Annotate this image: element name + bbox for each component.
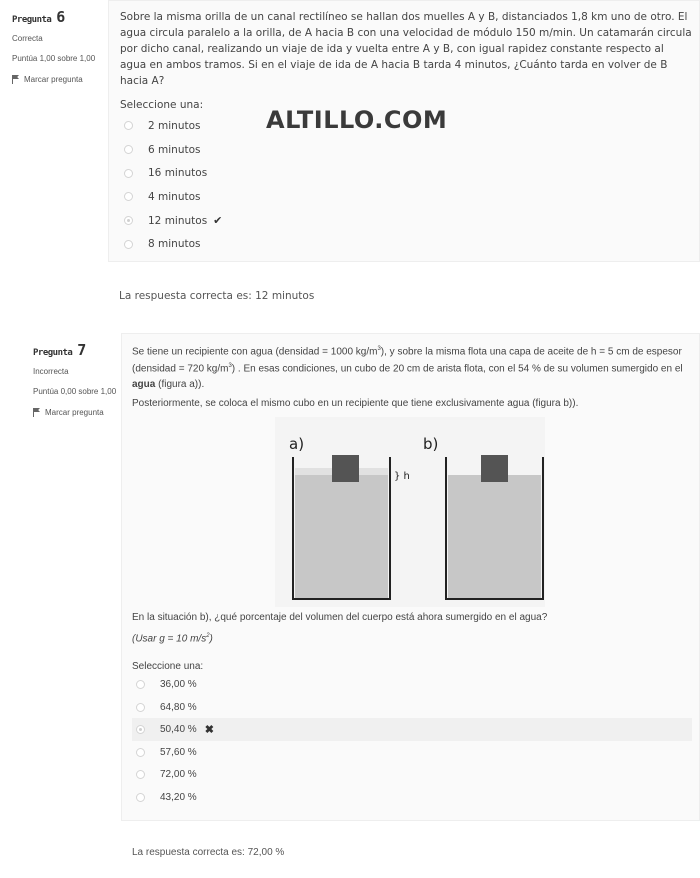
q6-option-4[interactable] bbox=[120, 185, 693, 209]
q7-text-2: Posteriormente, se coloca el mismo cubo en un recipiente que tiene exclusivamente agua (figura b)). bbox=[132, 397, 579, 409]
fig-b-label: b) bbox=[423, 435, 439, 453]
q7-answers bbox=[132, 673, 692, 808]
q7-question: En la situación b), ¿qué porcentaje del volumen del cuerpo está ahora sumergido en el agua? bbox=[132, 612, 548, 623]
option-label: 36,00 % bbox=[160, 679, 197, 691]
q7-prompt: Seleccione una: bbox=[132, 661, 204, 673]
q7-option-6[interactable] bbox=[132, 786, 692, 809]
option-label: 8 minutos bbox=[148, 238, 201, 251]
option-label: 12 minutos bbox=[148, 214, 208, 227]
radio-icon[interactable] bbox=[124, 192, 133, 201]
option-label: 2 minutos bbox=[148, 119, 201, 132]
q7-lower bbox=[132, 610, 692, 808]
q7-text-b: ), y sobre la misma flota una capa de aceite de h = 5 cm de espesor (densidad = 720 kg/m bbox=[132, 346, 682, 375]
q6-option-3[interactable] bbox=[120, 161, 693, 185]
q7-text-a: Se tiene un recipiente con agua (densidad = 1000 kg/m bbox=[132, 346, 378, 358]
flag-icon bbox=[12, 75, 20, 84]
q7-flag-label: Marcar pregunta bbox=[45, 408, 104, 417]
radio-icon[interactable] bbox=[124, 145, 133, 154]
sup: 2 bbox=[206, 633, 210, 639]
q6-info bbox=[12, 8, 102, 84]
option-label: 6 minutos bbox=[148, 143, 201, 156]
radio-icon[interactable] bbox=[136, 770, 145, 779]
q7-hint-a: (Usar g = 10 m/s bbox=[132, 633, 207, 645]
option-label: 43,20 % bbox=[160, 791, 197, 803]
q6-option-2[interactable] bbox=[120, 138, 693, 162]
q6-feedback: La respuesta correcta es: 12 minutos bbox=[119, 290, 315, 302]
radio-selected-icon[interactable] bbox=[124, 216, 133, 225]
option-label: 64,80 % bbox=[160, 701, 197, 713]
q7-text-bold: agua bbox=[132, 378, 156, 390]
q7-text-d: (figura a)). bbox=[155, 378, 205, 390]
q7-content bbox=[121, 333, 700, 821]
fig-h-label: } h bbox=[394, 471, 410, 482]
q6-flag-button[interactable] bbox=[12, 75, 102, 84]
fig-a-liquid bbox=[295, 475, 388, 598]
q7-option-1[interactable] bbox=[132, 673, 692, 696]
radio-icon[interactable] bbox=[124, 121, 133, 130]
q6-title bbox=[12, 8, 102, 26]
fig-b-cube bbox=[481, 455, 508, 482]
option-label: 57,60 % bbox=[160, 746, 197, 758]
q6-number: 6 bbox=[56, 8, 65, 26]
q6-option-5[interactable] bbox=[120, 209, 693, 233]
sup: 3 bbox=[377, 346, 381, 352]
sup: 3 bbox=[228, 363, 232, 370]
radio-selected-icon[interactable] bbox=[136, 725, 145, 734]
q7-option-4[interactable] bbox=[132, 741, 692, 764]
q6-option-6[interactable] bbox=[120, 232, 693, 256]
q7-option-5[interactable] bbox=[132, 763, 692, 786]
q7-figure-svg bbox=[275, 417, 545, 607]
fig-a-cube bbox=[332, 455, 359, 482]
option-label: 16 minutos bbox=[148, 167, 208, 180]
q6-label: Pregunta bbox=[12, 15, 52, 25]
q7-option-2[interactable] bbox=[132, 696, 692, 719]
radio-icon[interactable] bbox=[136, 680, 145, 689]
q7-hint bbox=[132, 628, 692, 647]
q7-text-1 bbox=[132, 342, 689, 392]
q7-grade: Puntúa 0,00 sobre 1,00 bbox=[33, 387, 117, 396]
option-label: 4 minutos bbox=[148, 190, 201, 203]
flag-icon bbox=[33, 408, 41, 417]
option-label: 50,40 % bbox=[160, 724, 197, 736]
q7-feedback: La respuesta correcta es: 72,00 % bbox=[132, 847, 285, 858]
radio-icon[interactable] bbox=[124, 169, 133, 178]
cross-icon: ✖ bbox=[204, 724, 214, 737]
q6-prompt: Seleccione una: bbox=[120, 99, 204, 111]
q7-state: Incorrecta bbox=[33, 367, 69, 376]
fig-a-label: a) bbox=[289, 435, 305, 453]
q6-state: Correcta bbox=[12, 34, 43, 43]
q6-answers bbox=[120, 114, 693, 256]
q6-text: Sobre la misma orilla de un canal rectilíneo se hallan dos muelles A y B, distanciados 1,8 km uno de otro. El agua circula paralelo a la orilla, de A hacia B con una velocidad de módulo 150 m/min. Un catamarán circula por dicho canal, realizando un viaje de ida y vuelta entre A y B, con igual rapidez constante respecto al agua en ambos tramos. Si en el viaje de ida de A hacia B tarda 4 minutos, ¿Cuánto tarda en volver de B hacia A? bbox=[120, 11, 692, 87]
q7-hint-b: ) bbox=[209, 633, 213, 645]
check-icon: ✔ bbox=[213, 214, 223, 228]
q7-label: Pregunta bbox=[33, 348, 73, 358]
q6-grade: Puntúa 1,00 sobre 1,00 bbox=[12, 54, 96, 63]
q7-info bbox=[33, 341, 118, 417]
q7-flag-button[interactable] bbox=[33, 408, 118, 417]
radio-icon[interactable] bbox=[136, 748, 145, 757]
radio-icon[interactable] bbox=[136, 793, 145, 802]
q7-text-c: ) . En esas condiciones, un cubo de 20 cm de arista flota, con el 54 % de su volumen sumergido en el bbox=[231, 363, 683, 375]
radio-icon[interactable] bbox=[136, 703, 145, 712]
q7-title bbox=[33, 341, 118, 359]
option-label: 72,00 % bbox=[160, 769, 197, 781]
radio-icon[interactable] bbox=[124, 240, 133, 249]
q7-option-3[interactable] bbox=[132, 718, 692, 741]
q7-number: 7 bbox=[77, 341, 86, 359]
fig-b-liquid bbox=[448, 475, 541, 598]
q6-flag-label: Marcar pregunta bbox=[24, 75, 83, 84]
q7-figure bbox=[275, 417, 545, 607]
watermark: ALTILLO.COM bbox=[266, 106, 448, 134]
